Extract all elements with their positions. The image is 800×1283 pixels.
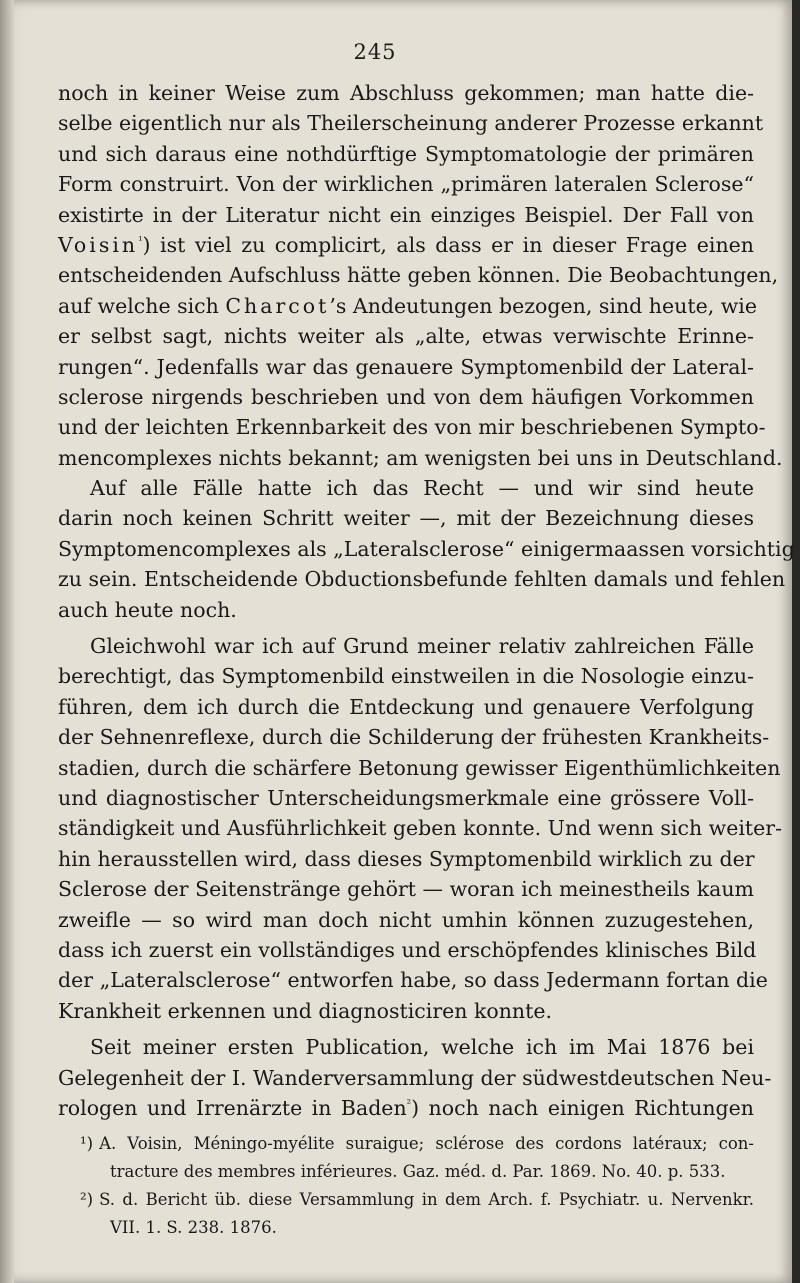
footnote-2 (80, 1186, 754, 1242)
footnotes (80, 1130, 754, 1242)
text-line: der Sehnenreflexe, durch die Schilderung der frühesten Krankheits- (58, 725, 770, 750)
footnote-line: VII. 1. S. 238. 1876. (110, 1218, 277, 1237)
text-line: Sclerose der Seitenstränge gehört — woran ich meinestheils kaum (58, 877, 754, 902)
footnote-line: tracture des membres inférieures. Gaz. méd. d. Par. 1869. No. 40. p. 533. (110, 1162, 726, 1181)
footnote-ref-2: ² (406, 1097, 412, 1111)
text-line: darin noch keinen Schritt weiter —, mit der Bezeichnung dieses (58, 506, 754, 531)
text-line: Gelegenheit der I. Wanderversammlung der südwestdeutschen Neu- (58, 1065, 772, 1090)
text-line: auch heute noch. (58, 597, 237, 622)
text-line: führen, dem ich durch die Entdeckung und genauere Verfolgung (58, 694, 754, 719)
footnote-ref-1: ¹ (138, 234, 143, 248)
paragraph-2 (58, 473, 795, 625)
text-line: zweifle — so wird man doch nicht umhin können zuzugestehen, (58, 907, 754, 932)
text-line: Seit meiner ersten Publication, welche ich im Mai 1876 bei (90, 1035, 754, 1060)
footnote-text: A. Voisin, Méningo-myélite suraigue; sclérose des cordons latéraux; con- (99, 1134, 754, 1153)
text-line: er selbst sagt, nichts weiter als „alte, etwas verwischte Erinne- (58, 324, 754, 349)
footnote-marker: ²) (80, 1190, 94, 1209)
text-run: auf welche sich (58, 293, 226, 318)
text-line: und diagnostischer Unterscheidungsmerkmale eine grössere Voll- (58, 785, 754, 810)
text-run: rologen und Irrenärzte in Baden (58, 1095, 407, 1120)
page-gutter-shadow (0, 0, 14, 1283)
page-number: 245 (353, 40, 397, 64)
text-run: ’s Andeutungen bezogen, sind heute, wie (329, 293, 757, 318)
text-line: Gleichwohl war ich auf Grund meiner relativ zahlreichen Fälle (90, 634, 754, 659)
body-text (58, 78, 795, 1123)
text-line (58, 1093, 754, 1123)
footnote-1 (80, 1130, 754, 1186)
text-run: ) ist viel zu complicirt, als dass er in dieser Frage einen (142, 232, 754, 257)
footnote-line (80, 1130, 754, 1158)
text-line: hin herausstellen wird, dass dieses Symptomenbild wirklich zu der (58, 846, 755, 871)
footnote-text: S. d. Bericht üb. diese Versammlung in dem Arch. f. Psychiatr. u. Nervenkr. (99, 1190, 754, 1209)
text-line: Krankheit erkennen und diagnosticiren konnte. (58, 998, 553, 1023)
text-line: berechtigt, das Symptomenbild einstweilen in die Nosologie einzu- (58, 664, 754, 689)
text-line: noch in keiner Weise zum Abschluss gekommen; man hatte die- (58, 81, 754, 105)
text-line: mencomplexes nichts bekannt; am wenigsten bei uns in Deutschland. (58, 445, 783, 470)
text-line: sclerose nirgends beschrieben und von dem häufigen Vorkommen (58, 384, 754, 409)
text-line: der „Lateralsclerose“ entworfen habe, so dass Jedermann fortan die (58, 968, 768, 993)
footnote-marker: ¹) (80, 1134, 94, 1153)
paragraph-1 (58, 78, 783, 473)
author-name-voisin: Voisin (58, 232, 139, 257)
text-line: rungen“. Jedenfalls war das genauere Symptomenbild der Lateral- (58, 354, 754, 379)
text-run: ) noch nach einigen Richtungen (411, 1095, 754, 1120)
author-name-charcot: Charcot (225, 293, 330, 318)
text-line: dass ich zuerst ein vollständiges und erschöpfendes klinisches Bild (58, 937, 757, 962)
text-line: entscheidenden Aufschluss hätte geben können. Die Beobachtungen, (58, 263, 779, 288)
text-line: und der leichten Erkennbarkeit des von mir beschriebenen Sympto- (58, 415, 766, 440)
text-line: Auf alle Fälle hatte ich das Recht — und wir sind heute (90, 476, 754, 501)
text-line: selbe eigentlich nur als Theilerscheinung anderer Prozesse erkannt (58, 111, 764, 136)
text-line: zu sein. Entscheidende Obductionsbefunde fehlten damals und fehlen (58, 567, 786, 592)
text-line (58, 230, 754, 260)
text-line: existirte in der Literatur nicht ein einziges Beispiel. Der Fall von (58, 202, 754, 227)
text-line: Symptomencomplexes als „Lateralsclerose“ einigermaassen vorsichtig (58, 536, 795, 561)
text-line: und sich daraus eine nothdürftige Symptomatologie der primären (58, 141, 754, 166)
text-line (58, 291, 757, 321)
text-line: stadien, durch die schärfere Betonung gewisser Eigenthümlichkeiten (58, 755, 781, 780)
paragraph-4 (58, 1032, 772, 1123)
text-line: Form construirt. Von der wirklichen „primären lateralen Sclerose“ (58, 172, 754, 197)
footnote-line (80, 1186, 754, 1214)
text-line: ständigkeit und Ausführlichkeit geben konnte. Und wenn sich weiter- (58, 816, 783, 841)
paragraph-3 (58, 631, 783, 1026)
